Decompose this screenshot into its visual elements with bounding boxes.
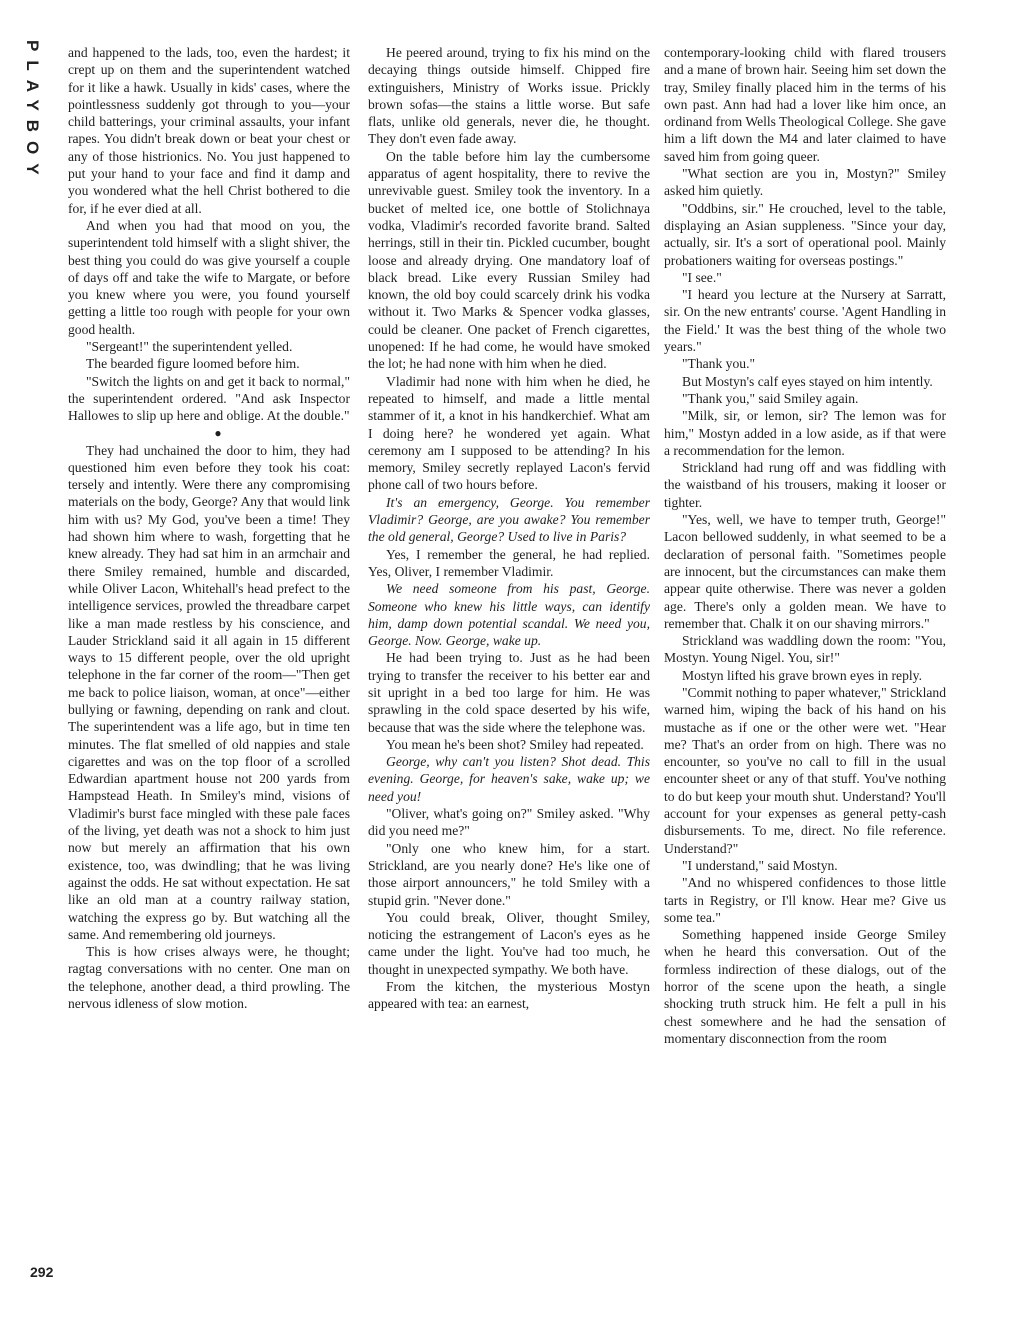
body-paragraph: "I heard you lecture at the Nursery at Sarratt, sir. On the new entrants' course. 'Agent Handling in the Field.' It was the best thing of the whole two years." [664, 287, 946, 355]
body-paragraph: He had been trying to. Just as he had been trying to transfer the receiver to his better ear and sit upright in a bed too large for him. He was sprawling in the cold space deserted by his wife, because that was the side where the telephone was. [368, 650, 650, 735]
body-paragraph: Strickland was waddling down the room: "You, Mostyn. Young Nigel. You, sir!" [664, 633, 946, 666]
body-paragraph: "Commit nothing to paper whatever," Strickland warned him, wiping the back of his hand on his mustache as if one or the other were wet. "Hear me? That's an order from on high. There was no encounter, so you've no call to fill in the usual encounter sheet or any of that stuff. You've nothing to do but keep your mouth shut. Understand? You'll account for your expenses as general petty-cash disbursements. To me, direct. No file reference. Understand?" [664, 684, 946, 856]
body-paragraph: This is how crises always were, he thought; ragtag conversations with no center. One man on the telephone, another dead, a third prowling. The nervous idleness of slow motion. [68, 944, 350, 1012]
text-column-3 [664, 44, 946, 1047]
body-paragraph: George, why can't you listen? Shot dead. This evening. George, for heaven's sake, wake up; we need you! [368, 754, 650, 804]
body-paragraph: He peered around, trying to fix his mind on the decaying things outside himself. Chipped fire extinguishers, Ministry of Works issue. Prickly brown sofas—the stains a little worse. But safe flats, unlike old generals, never die, he thought. They don't even fade away. [368, 45, 650, 147]
body-paragraph: "Thank you," said Smiley again. [682, 390, 859, 406]
body-paragraph: "Thank you." [682, 356, 756, 372]
body-paragraph: Vladimir had none with him when he died, he repeated to himself, and made a little mental stammer of it, a knot in his handkerchief. What am I doing here? he wondered yet again. What ceremony am I supposed to be attending? In his memory, Smiley secretly replayed Lacon's fervid phone call of two hours before. [368, 373, 650, 493]
masthead-text: PLAYBOY [23, 40, 42, 184]
body-paragraph: "Switch the lights on and get it back to normal," the superintendent ordered. "And ask Inspector Hallowes to slip up here and oblige. At the double." [68, 373, 350, 424]
body-paragraph: We need someone from his past, George. Someone who knew his little ways, can identify him, damp down potential scandal. We need you, George. Now. George, wake up. [368, 581, 650, 649]
body-paragraph: "Oliver, what's going on?" Smiley asked. "Why did you need me?" [368, 806, 650, 839]
body-paragraph: Strickland had rung off and was fiddling with the waistband of his trousers, making it looser or tighter. [664, 460, 946, 510]
body-paragraph: The bearded figure loomed before him. [86, 356, 300, 372]
body-paragraph: On the table before him lay the cumbersome apparatus of agent hospitality, there to revive the unrevivable guest. Smiley took the inventory. In a bucket of melted ice, one bottle of Stolichnaya vodka, Vladimir's recorded favorite brand. Salted herrings, still in their tin. Pickled cucumber, bought loose and already drying. One mandatory loaf of black bread. Like every Russian Smiley had known, the old boy could scarcely drink his vodka without it. Two Marks & Spencer vodka glasses, could be cleaner. One packet of French cigarettes, unopened: If he had come, he would have smoked the lot; he had none with him when he died. [368, 148, 650, 372]
body-paragraph: "And no whispered confidences to those little tarts in Registry, or I'll know. Hear me? Give us some tea." [664, 875, 946, 925]
body-paragraph: It's an emergency, George. You remember Vladimir? George, are you awake? You remember the old general, George? Used to live in Paris? [368, 494, 650, 545]
body-paragraph: Mostyn lifted his grave brown eyes in reply. [682, 667, 922, 683]
body-paragraph: contemporary-looking child with flared trousers and a mane of brown hair. Seeing him set down the tray, Smiley finally placed him in the terms of his own past. Ann had had a lover like him once, an ordinand from Wells Theological College. She gave him a lift down the M4 and later claimed to have saved him from going queer. [664, 45, 946, 164]
body-paragraph: "Only one who knew him, for a start. Strickland, are you nearly done? He's like one of those airport announcers," he told Smiley with a stupid grin. "Never done." [368, 840, 650, 908]
body-paragraph: "Yes, well, we have to temper truth, George!" Lacon bellowed suddenly, in what seemed to be a declaration of personal faith. "Sometimes people are innocent, but the circumstances can make them appear quite otherwise. There was never a golden age. There's only a golden mean. We have to remember that. Chalk it on our shaving mirrors." [664, 512, 946, 631]
body-paragraph: They had unchained the door to him, they had questioned him even before they took his coat: tersely and intently. Were there any compromising materials on the body, George? Any that would link him with us? My God, you've been a time! They had shown him where to wash, forgetting that he knew already. They had sat him in an armchair and there Smiley remained, humble and discarded, while Oliver Lacon, Whitehall's head prefect to the intelligence services, prowled the threadbare carpet like a man made restless by his conscience, and Lauder Strickland said it all again in 15 different ways to 15 different people, over the old upright telephone in the far corner of the room—"Then get me back to police liaison, woman, at once"—either bullying or fawning, depending on rank and clout. The superintendent was a life ago, but in time ten minutes. The flat smelled of old nappies and stale cigarettes and was on the top floor of a scrolled Edwardian apartment house not 200 yards from Hampstead Heath. In Smiley's mind, visions of Vladimir's burst face mingled with these pale faces of the living, yet death was not a shock to him just now but merely an affirmation that his own existence, too, was dwindling; that he was living against the odds. He sat without expectation. He sat like an old man at a country railway station, watching the express go by. But watching all the same. And remembering old journeys. [68, 442, 350, 942]
body-paragraph: "I see." [682, 269, 722, 285]
text-column-1 [68, 44, 350, 1012]
body-paragraph: "I understand," said Mostyn. [682, 857, 838, 873]
body-paragraph: "Milk, sir, or lemon, sir? The lemon was for him," Mostyn added in a low aside, as if that were a recommendation for the lemon. [664, 408, 946, 458]
body-paragraph: Yes, I remember the general, he had replied. Yes, Oliver, I remember Vladimir. [368, 546, 650, 579]
body-paragraph: From the kitchen, the mysterious Mostyn appeared with tea: an earnest, [368, 979, 650, 1012]
body-paragraph: and happened to the lads, too, even the hardest; it crept up on them and the superintendent watched for it like a hawk. Usually in kids' cases, where the pointlessness suddenly got through to you—your child batterings, your criminal assaults, your infant rapes. You didn't break down or beat your chest or any of those histrionics. No. You just happened to put your hand to your face and find it damp and you wondered what the hell Christ bothered to die for, if he ever died at all. [68, 45, 350, 216]
body-paragraph: "Sergeant!" the superintendent yelled. [86, 339, 293, 355]
body-paragraph: "What section are you in, Mostyn?" Smiley asked him quietly. [664, 166, 946, 199]
body-paragraph: Something happened inside George Smiley when he heard this conversation. Out of the formless indirection of these dialogs, out of the horror of the scene upon the heath, a single shocking truth struck him. He felt a pull in his chest somewhere and he had the sensation of momentary disconnection from the room [664, 927, 946, 1046]
body-paragraph: But Mostyn's calf eyes stayed on him intently. [682, 373, 933, 389]
magazine-masthead [22, 40, 46, 240]
body-paragraph: You could break, Oliver, thought Smiley, noticing the estrangement of Lacon's eyes as he came under the light. You've had too much, he thought in unexpected sympathy. We both have. [368, 909, 650, 977]
body-paragraph: You mean he's been shot? Smiley had repeated. [386, 736, 644, 752]
body-paragraph: "Oddbins, sir." He crouched, level to the table, displaying an Asian suppleness. "Since your day, actually, sir. It's a sort of operational pool. Mainly probationers waiting for overseas postings." [664, 200, 946, 268]
page-number: 292 [30, 1264, 54, 1280]
text-column-2 [368, 44, 650, 1013]
section-break-bullet: ● [214, 425, 222, 440]
body-paragraph: And when you had that mood on you, the superintendent told himself with a slight shiver, the best thing you could do was give yourself a couple of days off and take the wife to Margate, or before you knew where you were, you found yourself getting a little too rough with people for your own good health. [68, 217, 350, 337]
